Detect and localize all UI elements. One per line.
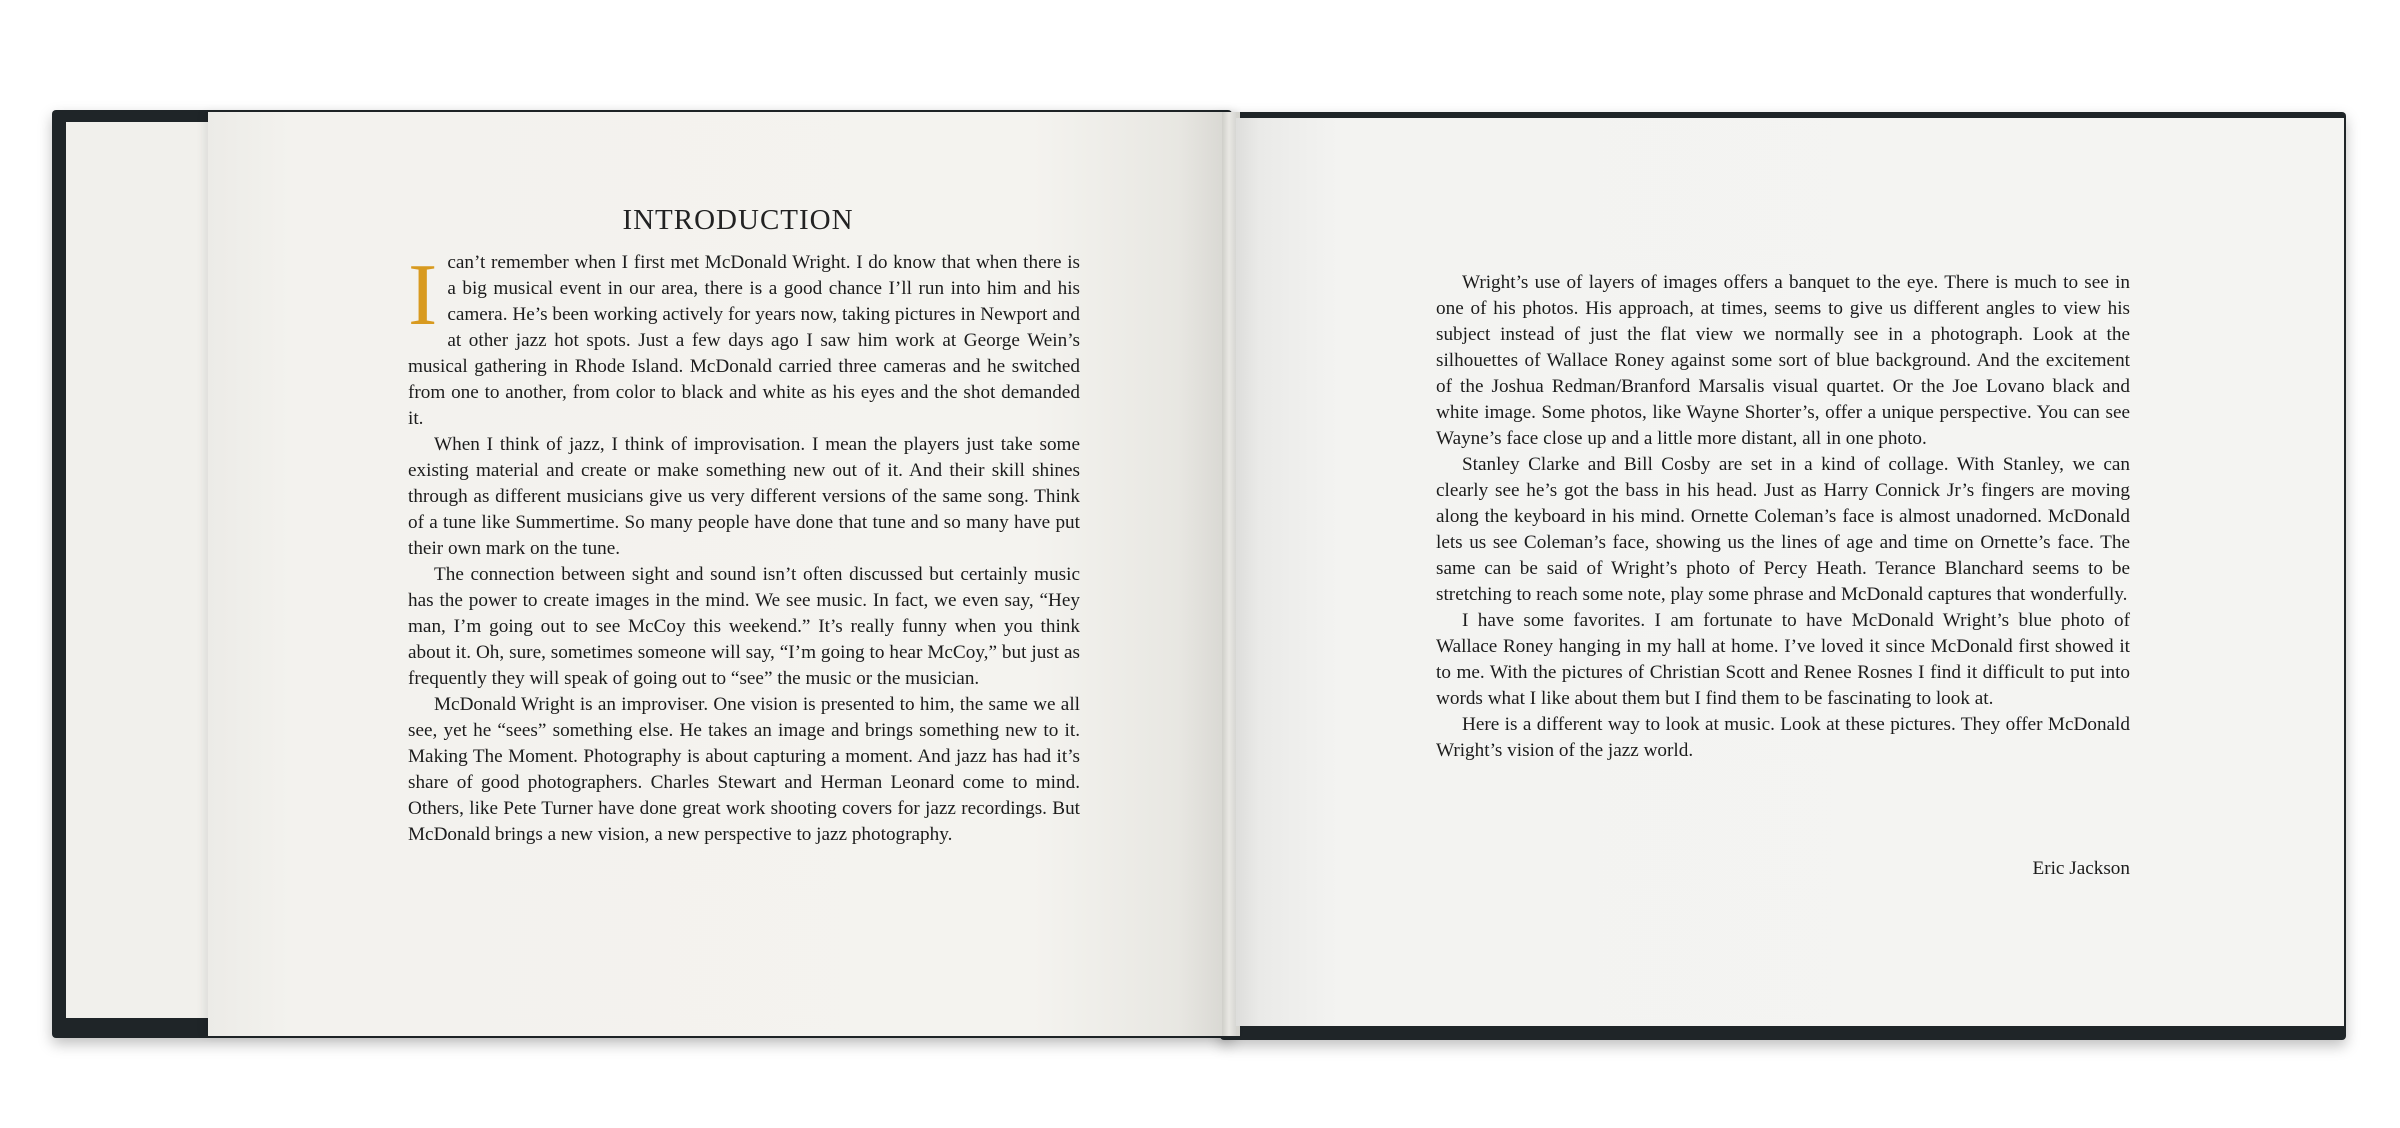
paragraph: McDonald Wright is an improviser. One vision is presented to him, the same we all see, yet he “sees” something else. He takes an image and brings something new to it. Making The Moment. Photography is about capturing a moment. And jazz has had it’s share of good photographers. Charles Stewart and Herman Leonard come to mind. Others, like Pete Turner have done great work shooting covers for jazz recordings. But McDonald brings a new vision, a new perspective to jazz photography.: [408, 694, 1080, 845]
right-page-text: [1436, 270, 2130, 764]
paragraph: Stanley Clarke and Bill Cosby are set in a kind of collage. With Stanley, we can clearly see he’s got the bass in his head. Just as Harry Connick Jr’s fingers are moving along the keyboard in his mind. Ornette Coleman’s face is almost unadorned. McDonald lets us see Coleman’s face, showing us the lines of age and time on Ornette’s face. The same can be said of Wright’s photo of Percy Heath. Terance Blanchard seems to be stretching to reach some note, play some phrase and McDonald captures that wonderfully.: [1436, 454, 2130, 605]
book-gutter: [1222, 112, 1236, 1036]
author-signature: Eric Jackson: [2032, 858, 2130, 879]
paragraph: When I think of jazz, I think of improvisation. I mean the players just take some existing material and create or make something new out of it. And their skill shines through as different musicians give us very different versions of the same song. Think of a tune like Summertime. So many people have done that tune and so many have put their own mark on the tune.: [408, 434, 1080, 559]
paragraph: The connection between sight and sound isn’t often discussed but certainly music has the power to create images in the mind. We see music. In fact, we even say, “Hey man, I’m going out to see McCoy this weekend.” It’s really funny when you think about it. Oh, sure, sometimes someone will say, “I’m going to hear McCoy,” but just as frequently they will speak of going out to “see” the music or the musician.: [408, 564, 1080, 689]
paragraph: [408, 247, 1080, 432]
paragraph: Here is a different way to look at music. Look at these pictures. They offer McDonald Wright’s vision of the jazz world.: [1436, 714, 2130, 761]
paragraph-text: can’t remember when I first met McDonald Wright. I do know that when there is a big musical event in our area, there is a good chance I’ll run into him and his camera. He’s been working actively for years now, taking pictures in Newport and at other jazz hot spots. Just a few days ago I saw him work at George Wein’s musical gathering in Rhode Island. McDonald carried three cameras and he switched from one to another, from color to black and white as his eyes and the shot demanded it.: [408, 252, 1080, 429]
page-title: INTRODUCTION: [622, 204, 854, 236]
paragraph: Wright’s use of layers of images offers a banquet to the eye. There is much to see in one of his photos. His approach, at times, seems to give us different angles to view his subject instead of just the flat view we normally see in a photograph. Look at the silhouettes of Wallace Roney against some sort of blue background. And the excitement of the Joshua Redman/Branford Marsalis visual quartet. Or the Joe Lovano black and white image. Some photos, like Wayne Shorter’s, offer a unique perspective. You can see Wayne’s face close up and a little more distant, all in one photo.: [1436, 272, 2130, 449]
left-page-text: [408, 247, 1080, 848]
drop-cap: I: [408, 247, 438, 344]
paragraph: I have some favorites. I am fortunate to have McDonald Wright’s blue photo of Wallace Roney hanging in my hall at home. I’ve loved it since McDonald first showed it to me. With the pictures of Christian Scott and Renee Rosnes I find it difficult to put into words what I like about them but I find them to be fascinating to look at.: [1436, 610, 2130, 709]
